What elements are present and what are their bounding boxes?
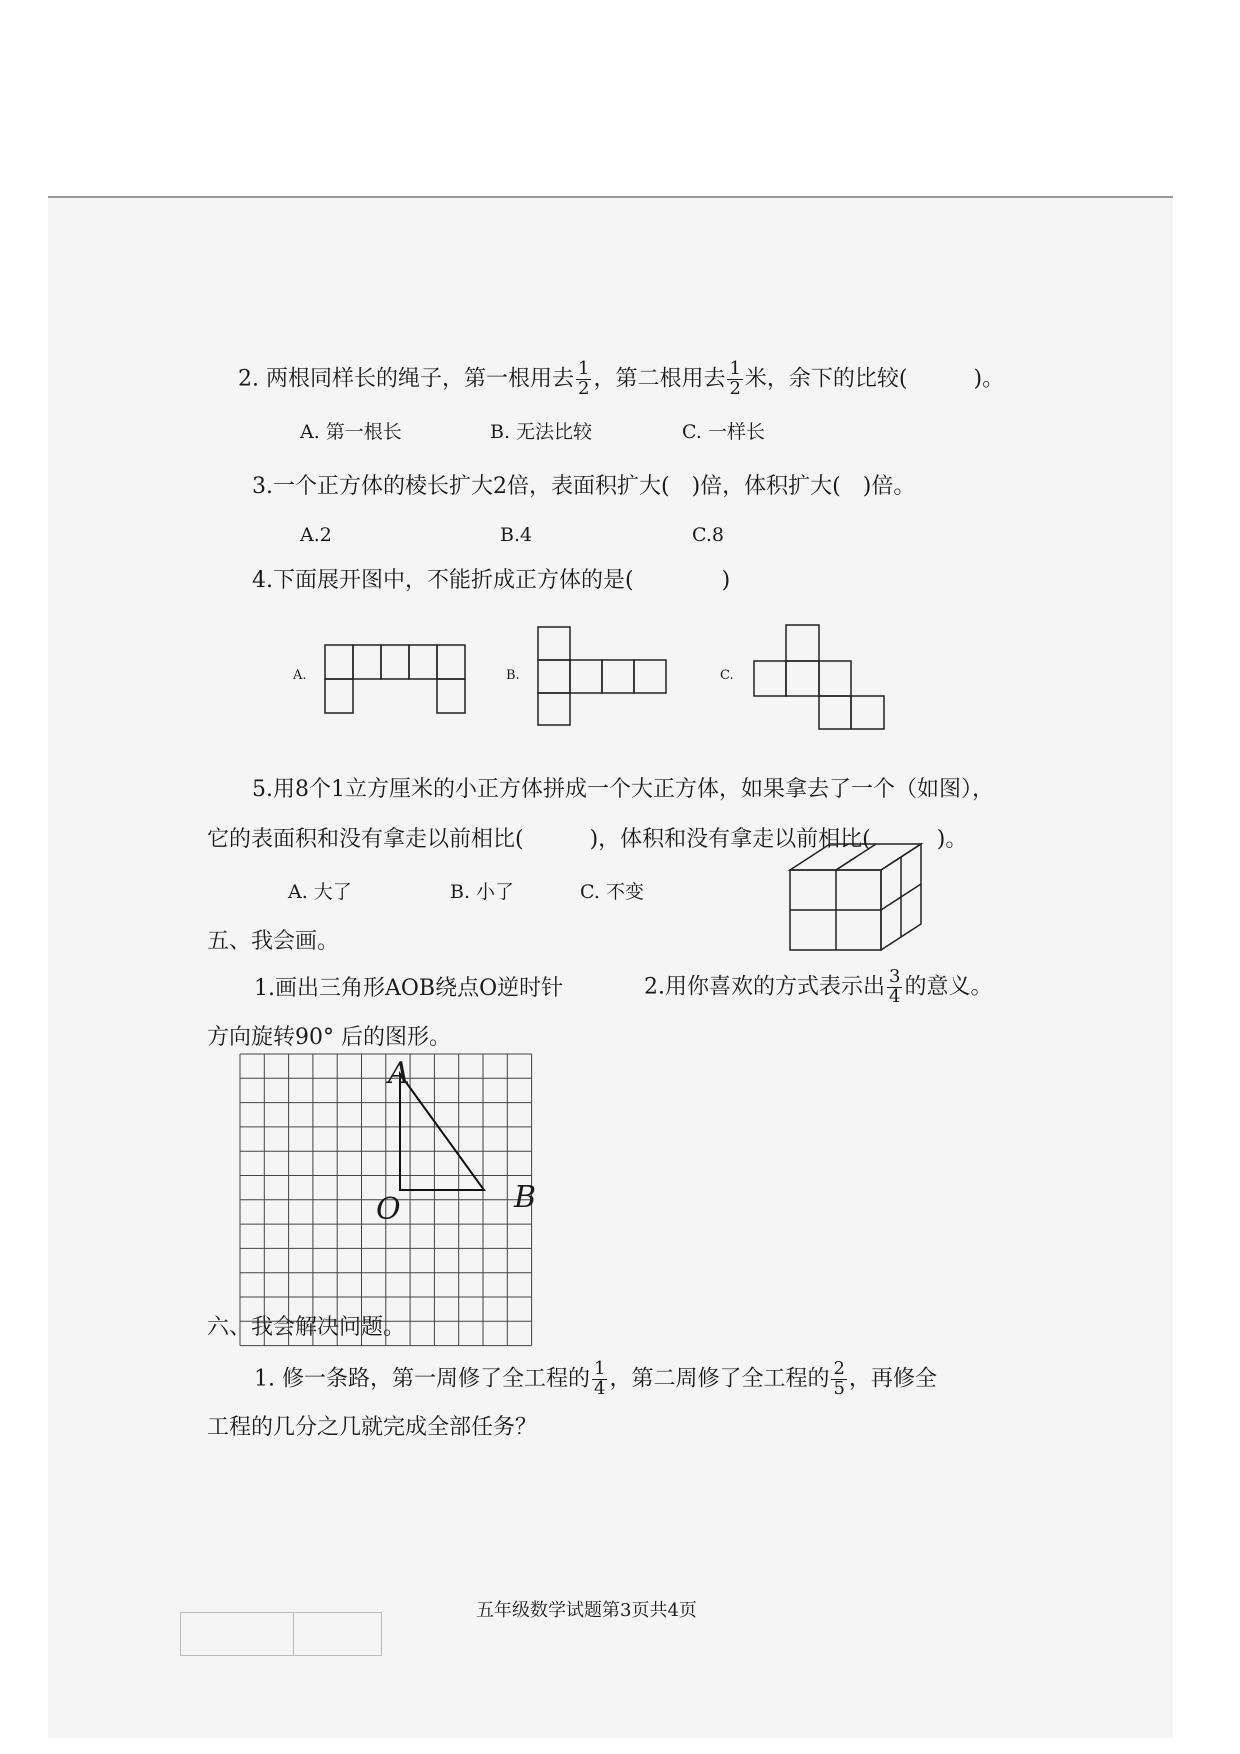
question-5-line1: 5.用8个1立方厘米的小正方体拼成一个大正方体，如果拿去了一个（如图），	[252, 777, 994, 802]
fraction-three-quarters: $\frac{3}{4}$	[889, 966, 901, 1007]
q3-option-b[interactable]: B.4	[500, 524, 533, 546]
question-3: 3.一个正方体的棱长扩大2倍，表面积扩大( )倍，体积扩大( )倍。	[252, 474, 916, 499]
page-footer: 五年级数学试题第3页共4页	[476, 1600, 697, 1621]
fraction-one-quarter: $\frac{1}{4}$	[594, 1358, 606, 1399]
q5-option-c[interactable]: C. 不变	[580, 881, 644, 903]
fraction-half-2: $\frac{1}{2}$	[729, 358, 741, 399]
fraction-two-fifths: $\frac{2}{5}$	[833, 1358, 845, 1399]
q2-option-c[interactable]: C. 一样长	[682, 421, 765, 443]
net-c-shape	[754, 625, 884, 729]
section5-item1-line1: 1.画出三角形AOB绕点O逆时针	[254, 976, 564, 1001]
point-b-label: B	[514, 1180, 537, 1215]
net-a-shape	[325, 645, 465, 713]
section5-item2: 2.用你喜欢的方式表示出 $\frac{3}{4}$ 的意义。	[644, 966, 993, 1007]
section6-q1: 1. 修一条路，第一周修了全工程的 $\frac{1}{4}$ ，第二周修了全工程的 $\frac{2}{5}$ ，再修全	[254, 1358, 937, 1399]
question-2: 2. 两根同样长的绳子，第一根用去 $\frac{1}{2}$ ，第二根用去 $\frac{1}{2}$ 米，余下的比较( )。	[238, 358, 1005, 399]
q3-option-a[interactable]: A.2	[300, 524, 332, 546]
q2-option-a[interactable]: A. 第一根长	[300, 421, 402, 443]
point-o-label: O	[376, 1192, 401, 1227]
section5-item1-line2: 方向旋转90° 后的图形。	[207, 1025, 451, 1050]
q5-option-a[interactable]: A. 大了	[288, 881, 352, 903]
section-6-title: 六、我会解决问题。	[207, 1315, 406, 1340]
q2-option-b[interactable]: B. 无法比较	[490, 421, 593, 443]
q4-option-c-label[interactable]: C.	[720, 668, 734, 683]
section-5-title: 五、我会画。	[207, 929, 340, 954]
net-b-shape	[538, 627, 666, 725]
q5-option-b[interactable]: B. 小了	[450, 881, 515, 903]
q4-option-b-label[interactable]: B.	[506, 668, 520, 683]
question-4: 4.下面展开图中，不能折成正方体的是( )	[252, 568, 731, 593]
point-a-label: A	[388, 1056, 410, 1091]
fraction-half-1: $\frac{1}{2}$	[578, 358, 590, 399]
q4-option-a-label[interactable]: A.	[293, 668, 307, 683]
section6-q1-line2: 工程的几分之几就完成全部任务？	[207, 1415, 538, 1440]
triangle-aob	[400, 1074, 484, 1190]
score-box	[180, 1612, 382, 1656]
q3-option-c[interactable]: C.8	[692, 524, 724, 546]
q5-cube-figure	[790, 844, 921, 950]
question-5-line2: 它的表面积和没有拿走以前相比( )，体积和没有拿走以前相比( )。	[207, 827, 968, 852]
